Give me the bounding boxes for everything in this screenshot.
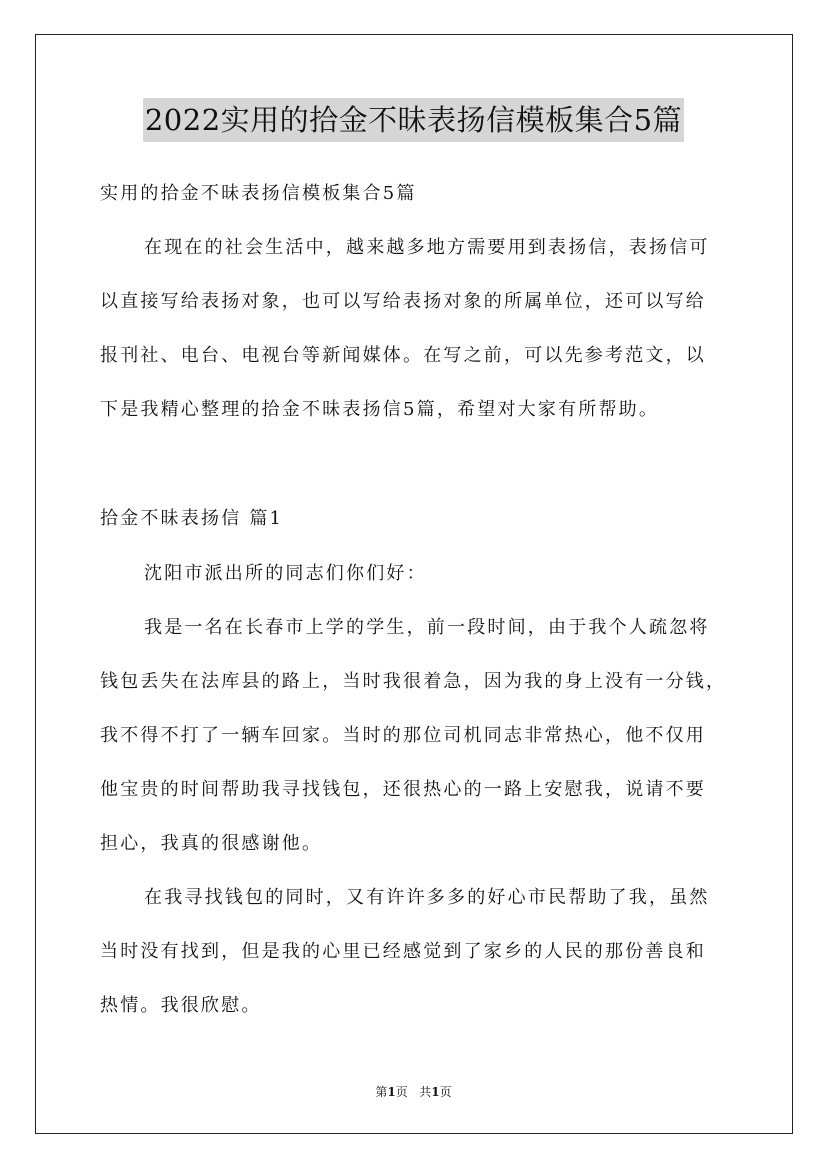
intro-line: 报刊社、电台、电视台等新闻媒体。在写之前，可以先参考范文，以 — [100, 345, 706, 366]
intro-line: 以直接写给表扬对象，也可以写给表扬对象的所属单位，还可以写给 — [100, 291, 706, 312]
greeting: 沈阳市派出所的同志们你们好： — [144, 563, 427, 584]
page-label-suffix: 页 — [395, 1085, 408, 1099]
intro-line: 下是我精心整理的拾金不昧表扬信5篇，希望对大家有所帮助。 — [100, 399, 660, 420]
paragraph-line: 我是一名在长春市上学的学生，前一段时间，由于我个人疏忽将 — [144, 617, 710, 638]
section-heading: 拾金不昧表扬信 篇1 — [100, 508, 284, 529]
total-label-suffix: 页 — [439, 1085, 452, 1099]
total-pages: 1 — [431, 1085, 440, 1099]
page-label-prefix: 第 — [375, 1085, 388, 1099]
paragraph-line: 我不得不打了一辆车回家。当时的那位司机同志非常热心，他不仅用 — [100, 725, 706, 746]
subtitle: 实用的拾金不昧表扬信模板集合5篇 — [100, 183, 417, 204]
paragraph-line: 热情。我很欣慰。 — [100, 995, 262, 1016]
document-title-wrap — [0, 98, 827, 142]
intro-line: 在现在的社会生活中，越来越多地方需要用到表扬信，表扬信可 — [144, 237, 710, 258]
paragraph-line: 钱包丢失在法库县的路上，当时我很着急，因为我的身上没有一分钱， — [100, 671, 727, 692]
document-title: 2022实用的拾金不昧表扬信模板集合5篇 — [143, 98, 684, 142]
paragraph-line: 在我寻找钱包的同时，又有许许多多的好心市民帮助了我，虽然 — [144, 887, 710, 908]
paragraph-line: 他宝贵的时间帮助我寻找钱包，还很热心的一路上安慰我，说请不要 — [100, 779, 706, 800]
page-number: 1 — [387, 1085, 396, 1099]
paragraph-line: 当时没有找到，但是我的心里已经感觉到了家乡的人民的那份善良和 — [100, 941, 706, 962]
page-footer — [0, 1084, 827, 1100]
paragraph-line: 担心，我真的很感谢他。 — [100, 833, 323, 854]
total-label-prefix: 共 — [419, 1085, 432, 1099]
